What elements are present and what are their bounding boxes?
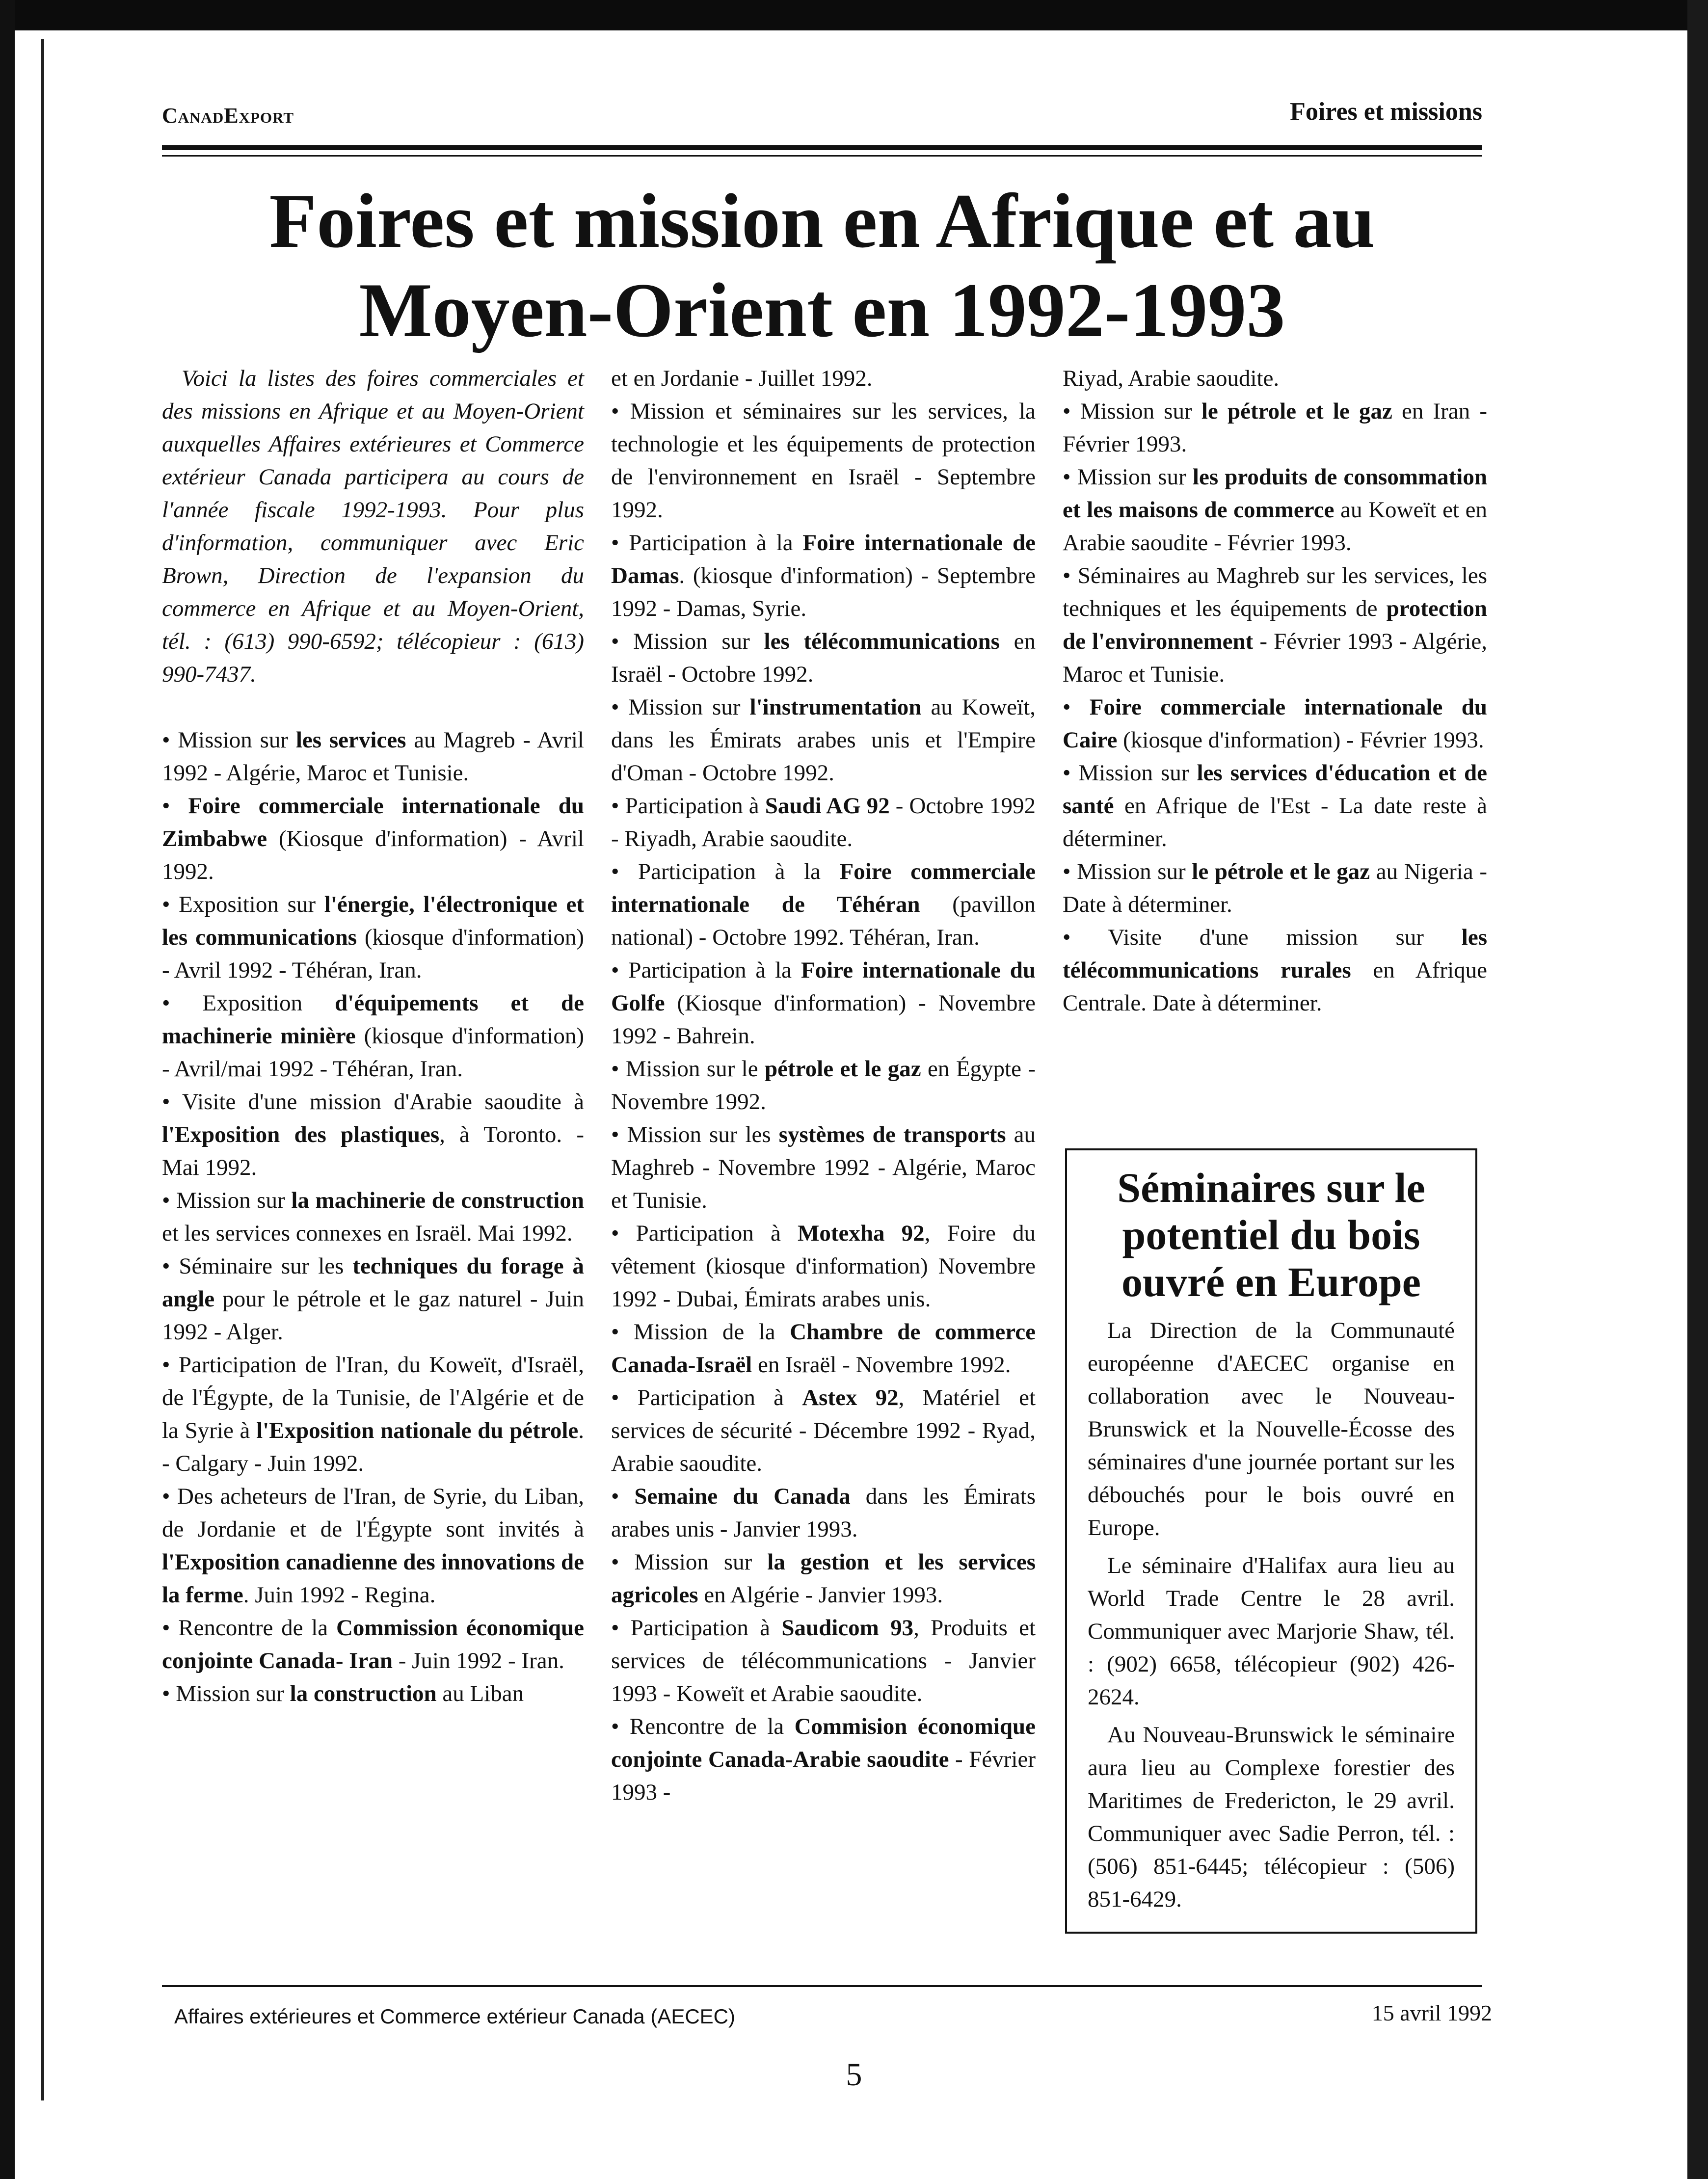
footer-rule xyxy=(162,1985,1482,1987)
event-text: • Séminaire sur les xyxy=(162,1253,353,1279)
event-text: • Exposition sur xyxy=(162,892,324,917)
event-item xyxy=(611,790,1036,855)
event-text: • Mission et séminaires sur les services, la technologie et les équipements de protection de l'environnement en Israël - Septembre 1992. xyxy=(611,399,1036,523)
event-text: • Mission sur xyxy=(162,1681,290,1706)
event-item xyxy=(162,1677,584,1710)
event-text: (Kiosque d'information) - Novembre 1992 - Bahrein. xyxy=(611,990,1036,1049)
event-highlight: l'Exposition canadienne des innovations de la ferme xyxy=(162,1549,584,1608)
event-item xyxy=(611,1710,1036,1809)
event-text: • Mission de la xyxy=(611,1319,790,1345)
event-item xyxy=(1063,855,1487,921)
event-highlight: Chambre de commerce Canada-Israël xyxy=(611,1319,1036,1378)
footer-organization: Affaires extérieures et Commerce extérieur Canada (AECEC) xyxy=(174,2005,736,2028)
event-item xyxy=(611,1546,1036,1612)
event-item xyxy=(611,625,1036,691)
event-text: • Mission sur xyxy=(1063,464,1193,490)
event-highlight: l'Exposition des plastiques xyxy=(162,1122,440,1147)
event-text: au Magreb - Avril 1992 - Algérie, Maroc et Tunisie. xyxy=(162,727,584,786)
event-text: • Mission sur xyxy=(611,694,750,720)
event-text: - Février 1993 - xyxy=(611,1747,1036,1805)
event-item xyxy=(1063,395,1487,461)
event-item xyxy=(162,987,584,1086)
event-item xyxy=(611,855,1036,954)
event-item xyxy=(611,1217,1036,1316)
event-text: (kiosque d'information) - Avril 1992 - Téhéran, Iran. xyxy=(162,925,584,983)
event-item xyxy=(611,1316,1036,1382)
column-2 xyxy=(611,362,1036,1809)
event-item xyxy=(162,888,584,987)
event-text: • Mission sur xyxy=(611,629,764,654)
event-text: • Mission sur le xyxy=(611,1056,765,1082)
header-rule xyxy=(162,145,1482,150)
event-text: - Octobre 1992 - Riyadh, Arabie saoudite. xyxy=(611,793,1036,851)
event-text: au Koweït, dans les Émirats arabes unis et l'Empire d'Oman - Octobre 1992. xyxy=(611,694,1036,786)
event-highlight: Saudicom 93 xyxy=(781,1615,914,1641)
event-highlight: d'équipements et de machinerie minière xyxy=(162,990,584,1049)
event-text: , à Toronto. - Mai 1992. xyxy=(162,1122,584,1180)
event-text: • Mission sur xyxy=(1063,399,1201,424)
article-title: Foires et mission en Afrique et au Moyen-Orient en 1992-1993 xyxy=(269,178,1375,353)
event-highlight: la gestion et les services agricoles xyxy=(611,1549,1036,1608)
event-list-2 xyxy=(611,362,1036,1809)
event-highlight: l'énergie, l'électronique et les communications xyxy=(162,892,584,950)
sidebar-paragraph: La Direction de la Communauté européenne d'AECEC organise en collaboration avec le Nouveau-Brunswick et la Nouvelle-Écosse des séminaires d'une journée portant sur les débouchés pour le bois ouvré en Europe. xyxy=(1088,1318,1455,1541)
event-text: au Maghreb - Novembre 1992 - Algérie, Maroc et Tunisie. xyxy=(611,1122,1036,1213)
event-highlight: les services xyxy=(295,727,406,753)
event-highlight: Commission économique conjointe Canada- Iran xyxy=(162,1615,584,1674)
event-text: • xyxy=(162,793,188,819)
event-text: . - Calgary - Juin 1992. xyxy=(162,1418,584,1476)
event-item xyxy=(162,1184,584,1250)
event-text: en Afrique de l'Est - La date reste à déterminer. xyxy=(1063,793,1487,851)
event-item xyxy=(1063,691,1487,757)
event-text: en Afrique Centrale. Date à déterminer. xyxy=(1063,957,1487,1016)
event-item xyxy=(162,790,584,888)
event-text: • xyxy=(611,1484,635,1509)
event-list-1 xyxy=(162,724,584,1710)
footer-date: 15 avril 1992 xyxy=(1371,2000,1492,2025)
event-text: et en Jordanie - Juillet 1992. xyxy=(611,366,873,391)
event-text: pour le pétrole et le gaz naturel - Juin 1992 - Alger. xyxy=(162,1286,584,1345)
event-text: - Juin 1992 - Iran. xyxy=(393,1648,564,1674)
event-item xyxy=(611,395,1036,527)
event-highlight: la machinerie de construction xyxy=(291,1188,584,1213)
event-highlight: Astex 92 xyxy=(802,1385,899,1410)
event-text: au Nigeria - Date à déterminer. xyxy=(1063,859,1487,917)
event-text: • Participation à xyxy=(611,1221,798,1246)
event-highlight: Commision économique conjointe Canada-Arabie saoudite xyxy=(611,1714,1036,1772)
event-highlight: Semaine du Canada xyxy=(634,1484,851,1509)
header-rule-thin xyxy=(162,155,1482,157)
event-text: • Participation à xyxy=(611,1385,802,1410)
event-item xyxy=(1063,461,1487,559)
event-item xyxy=(1063,921,1487,1020)
event-item xyxy=(162,1349,584,1480)
event-item xyxy=(611,1480,1036,1546)
event-item xyxy=(162,724,584,790)
event-item xyxy=(611,1053,1036,1118)
event-text: en Israël - Octobre 1992. xyxy=(611,629,1036,687)
event-text: • Mission sur xyxy=(1063,760,1197,786)
event-item xyxy=(611,1612,1036,1710)
event-text: , Produits et services de télécommunications - Janvier 1993 - Koweït et Arabie saoudite. xyxy=(611,1615,1036,1706)
event-text: (pavillon national) - Octobre 1992. Téhéran, Iran. xyxy=(611,892,1036,950)
event-text: en Israël - Novembre 1992. xyxy=(752,1352,1011,1378)
event-text: • Des acheteurs de l'Iran, de Syrie, du Liban, de Jordanie et de l'Égypte sont invités à xyxy=(162,1484,584,1542)
event-item xyxy=(611,954,1036,1053)
event-text: • Participation à la xyxy=(611,957,801,983)
section-title: Foires et missions xyxy=(1290,98,1482,126)
event-text: • Participation à la xyxy=(611,530,803,556)
page-number: 5 xyxy=(846,2057,862,2093)
article-intro: Voici la listes des foires commerciales et des missions en Afrique et au Moyen-Orient auxquelles Affaires extérieures et Commerce extérieur Canada participera au cours de l'année fiscale 1992-1993. Pour plus d'information, communiquer avec Eric Brown, Direction de l'expansion du commerce en Afrique et au Moyen-Orient, tél. : (613) 990-6592; télécopieur : (613) 990-7437. xyxy=(162,366,584,687)
sidebar-box xyxy=(1065,1148,1477,1934)
column-3 xyxy=(1063,362,1487,1020)
event-text: • xyxy=(1063,694,1090,720)
event-item xyxy=(1063,757,1487,855)
event-highlight: l'Exposition nationale du pétrole xyxy=(256,1418,579,1443)
scan-border-right xyxy=(1687,0,1708,2179)
event-text: en Iran - Février 1993. xyxy=(1063,399,1487,457)
event-text: • Visite d'une mission sur xyxy=(1063,925,1462,950)
event-text: (kiosque d'information) - Avril/mai 1992 - Téhéran, Iran. xyxy=(162,1023,584,1082)
scan-edge-line xyxy=(41,39,44,2100)
event-item xyxy=(1063,559,1487,691)
event-text: . Juin 1992 - Regina. xyxy=(243,1582,436,1608)
event-item xyxy=(611,362,1036,395)
event-highlight: techniques du forage à angle xyxy=(162,1253,585,1312)
event-highlight: les services d'éducation et de santé xyxy=(1063,760,1487,819)
event-item xyxy=(162,1250,584,1349)
event-highlight: Foire internationale du Golfe xyxy=(611,957,1036,1016)
event-text: en Égypte - Novembre 1992. xyxy=(611,1056,1036,1115)
event-text: • Mission sur les xyxy=(611,1122,779,1147)
event-text: • Exposition xyxy=(162,990,335,1016)
scan-border-left xyxy=(0,0,15,2179)
event-text: dans les Émirats arabes unis - Janvier 1993. xyxy=(611,1484,1036,1542)
column-1 xyxy=(162,362,584,1710)
event-highlight: Motexha 92 xyxy=(798,1221,925,1246)
event-item xyxy=(162,1612,584,1677)
event-item xyxy=(611,527,1036,625)
event-item xyxy=(162,1480,584,1612)
event-highlight: Foire internationale de Damas xyxy=(611,530,1036,588)
event-item xyxy=(611,1118,1036,1217)
event-text: au Koweït et en Arabie saoudite - Février 1993. xyxy=(1063,497,1487,556)
event-text: • Participation à la xyxy=(611,859,840,884)
event-text: • Visite d'une mission d'Arabie saoudite à xyxy=(162,1089,584,1115)
event-highlight: le pétrole et le gaz xyxy=(1192,859,1370,884)
event-list-3 xyxy=(1063,362,1487,1020)
event-item xyxy=(611,1382,1036,1480)
event-highlight: systèmes de transports xyxy=(778,1122,1006,1147)
event-text: (kiosque d'information) - Février 1993. xyxy=(1117,727,1484,753)
scan-border-top xyxy=(0,0,1708,30)
event-text: , Matériel et services de sécurité - Décembre 1992 - Ryad, Arabie saoudite. xyxy=(611,1385,1036,1476)
event-text: , Foire du vêtement (kiosque d'information) Novembre 1992 - Dubai, Émirats arabes unis. xyxy=(611,1221,1036,1312)
event-highlight: les télécommunications rurales xyxy=(1063,925,1487,983)
event-text: • Participation à xyxy=(611,1615,782,1641)
event-text: • Rencontre de la xyxy=(611,1714,795,1739)
event-highlight: les produits de consommation et les maisons de commerce xyxy=(1063,464,1487,523)
event-text: • Mission sur xyxy=(1063,859,1192,884)
event-item xyxy=(162,1086,584,1184)
event-text: • Participation de l'Iran, du Koweït, d'Israël, de l'Égypte, de la Tunisie, de l'Algérie et de la Syrie à xyxy=(162,1352,584,1443)
event-text: (Kiosque d'information) - Avril 1992. xyxy=(162,826,584,884)
event-text: . (kiosque d'information) - Septembre 1992 - Damas, Syrie. xyxy=(611,563,1036,621)
event-text: Riyad, Arabie saoudite. xyxy=(1063,366,1280,391)
event-highlight: la construction xyxy=(290,1681,437,1706)
event-highlight: Foire commerciale internationale du Caire xyxy=(1063,694,1487,753)
event-text: en Algérie - Janvier 1993. xyxy=(698,1582,943,1608)
event-item xyxy=(611,691,1036,790)
sidebar-paragraph: Au Nouveau-Brunswick le séminaire aura lieu au Complexe forestier des Maritimes de Fredericton, le 29 avril. Communiquer avec Sadie Perron, tél. : (506) 851-6445; télécopieur : (506) 851-6429. xyxy=(1088,1722,1455,1912)
event-highlight: le pétrole et le gaz xyxy=(1201,399,1392,424)
event-highlight: protection de l'environnement xyxy=(1063,596,1487,654)
event-text: • Séminaires au Maghreb sur les services, les techniques et les équipements de xyxy=(1063,563,1487,621)
event-highlight: Foire commerciale internationale du Zimbabwe xyxy=(162,793,584,851)
event-highlight: les télécommunications xyxy=(764,629,1000,654)
sidebar-title: Séminaires sur le potentiel du bois ouvré en Europe xyxy=(1117,1164,1425,1305)
event-text: et les services connexes en Israël. Mai 1992. xyxy=(162,1221,573,1246)
event-highlight: Foire commerciale internationale de Téhéran xyxy=(611,859,1036,917)
event-text: • Participation à xyxy=(611,793,765,819)
event-text: - Février 1993 - Algérie, Maroc et Tunisie. xyxy=(1063,629,1487,687)
event-text: • Mission sur xyxy=(162,1188,292,1213)
event-text: au Liban xyxy=(436,1681,524,1706)
event-item xyxy=(1063,362,1487,395)
sidebar-paragraph: Le séminaire d'Halifax aura lieu au World Trade Centre le 28 avril. Communiquer avec Marjorie Shaw, tél. : (902) 6658, télécopieur (902) 426-2624. xyxy=(1088,1553,1455,1710)
event-highlight: pétrole et le gaz xyxy=(764,1056,921,1082)
event-highlight: Saudi AG 92 xyxy=(765,793,890,819)
event-text: • Rencontre de la xyxy=(162,1615,336,1641)
event-highlight: l'instrumentation xyxy=(749,694,922,720)
publication-name: CanadExport xyxy=(162,104,294,128)
event-text: • Mission sur xyxy=(162,727,296,753)
event-text: • Mission sur xyxy=(611,1549,768,1575)
